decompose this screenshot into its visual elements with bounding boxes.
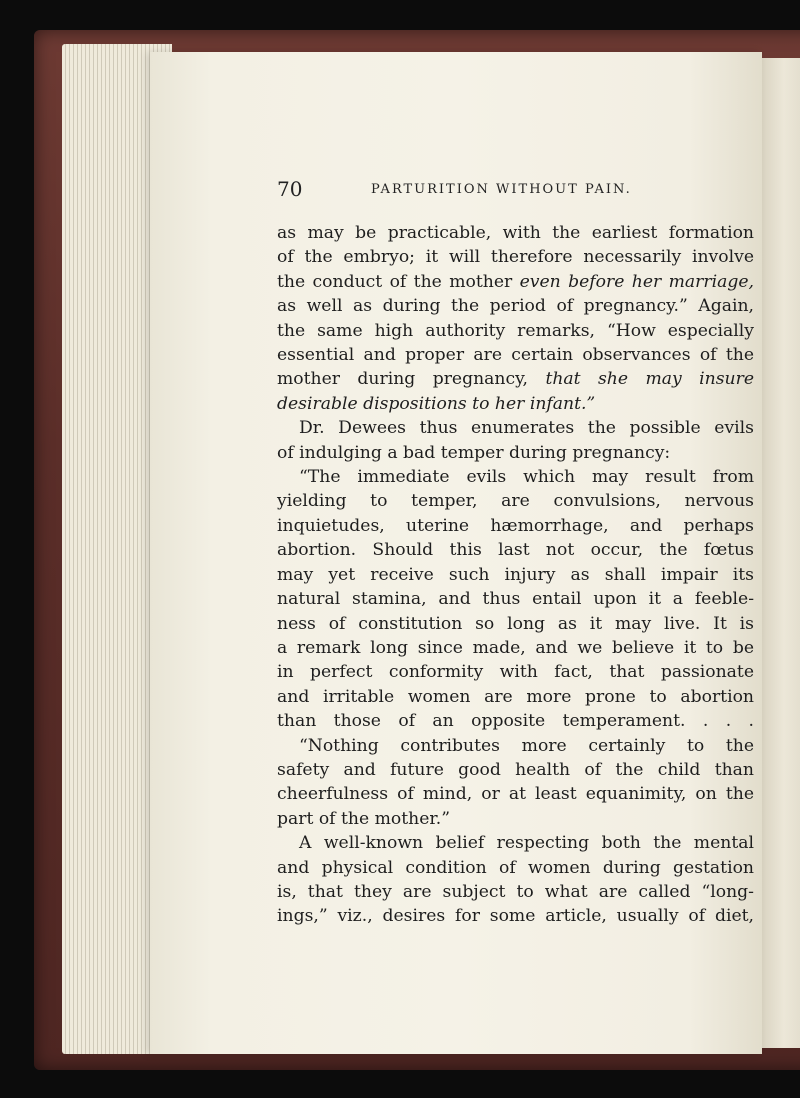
text-line: desirable dispositions to her infant.” (277, 393, 596, 414)
text-line (277, 270, 754, 294)
text-line: is, that they are subject to what are called “long- (277, 881, 754, 902)
italic-run: that she may insure (545, 369, 754, 390)
text-line: and physical condition of women during gestation (277, 857, 754, 878)
page-body (277, 221, 754, 929)
text-line: as well as during the period of pregnancy.” Again, (277, 296, 754, 317)
text-run: the conduct of the mother (277, 271, 520, 292)
text-line: yielding to temper, are convulsions, nervous (277, 491, 754, 512)
text-line: part of the mother.” (277, 808, 450, 829)
text-line: may yet receive such injury as shall impair its (277, 564, 754, 585)
text-line: the same high authority remarks, “How especially (277, 320, 754, 341)
text-line: ness of constitution so long as it may live. It is (277, 613, 754, 634)
text-line: a remark long since made, and we believe it to be (277, 637, 754, 658)
text-line: natural stamina, and thus entail upon it a feeble- (277, 589, 754, 610)
text-line: and irritable women are more prone to abortion (277, 686, 754, 707)
facing-page-edge (760, 58, 800, 1048)
paragraph-start-line: “Nothing contributes more certainly to the (299, 735, 754, 756)
text-line: of the embryo; it will therefore necessarily involve (277, 247, 754, 268)
italic-run: even before her marriage, (519, 271, 754, 292)
text-line: essential and proper are certain observances of the (277, 345, 754, 366)
text-line: abortion. Should this last not occur, the fœtus (277, 540, 754, 561)
text-line: ings,” viz., desires for some article, usually of diet, (277, 906, 754, 927)
page-header (277, 177, 637, 203)
text-line: of indulging a bad temper during pregnancy: (277, 442, 671, 463)
text-line (277, 367, 754, 391)
text-run: mother during pregnancy, (277, 369, 546, 390)
text-line: as may be practicable, with the earliest formation (277, 223, 754, 243)
paragraph-start-line: “The immediate evils which may result from (299, 467, 754, 488)
text-line: than those of an opposite temperament. . . . (277, 711, 754, 732)
running-head: PARTURITION WITHOUT PAIN. (371, 182, 632, 197)
paragraph-start-line: Dr. Dewees thus enumerates the possible evils (299, 418, 754, 439)
text-line: in perfect conformity with fact, that passionate (277, 662, 754, 683)
page-number: 70 (277, 177, 303, 201)
paragraph-start-line: A well-known belief respecting both the mental (299, 833, 754, 854)
text-line: cheerfulness of mind, or at least equanimity, on the (277, 784, 754, 805)
text-line: inquietudes, uterine hæmorrhage, and perhaps (277, 515, 754, 536)
text-line: safety and future good health of the child than (277, 759, 754, 780)
